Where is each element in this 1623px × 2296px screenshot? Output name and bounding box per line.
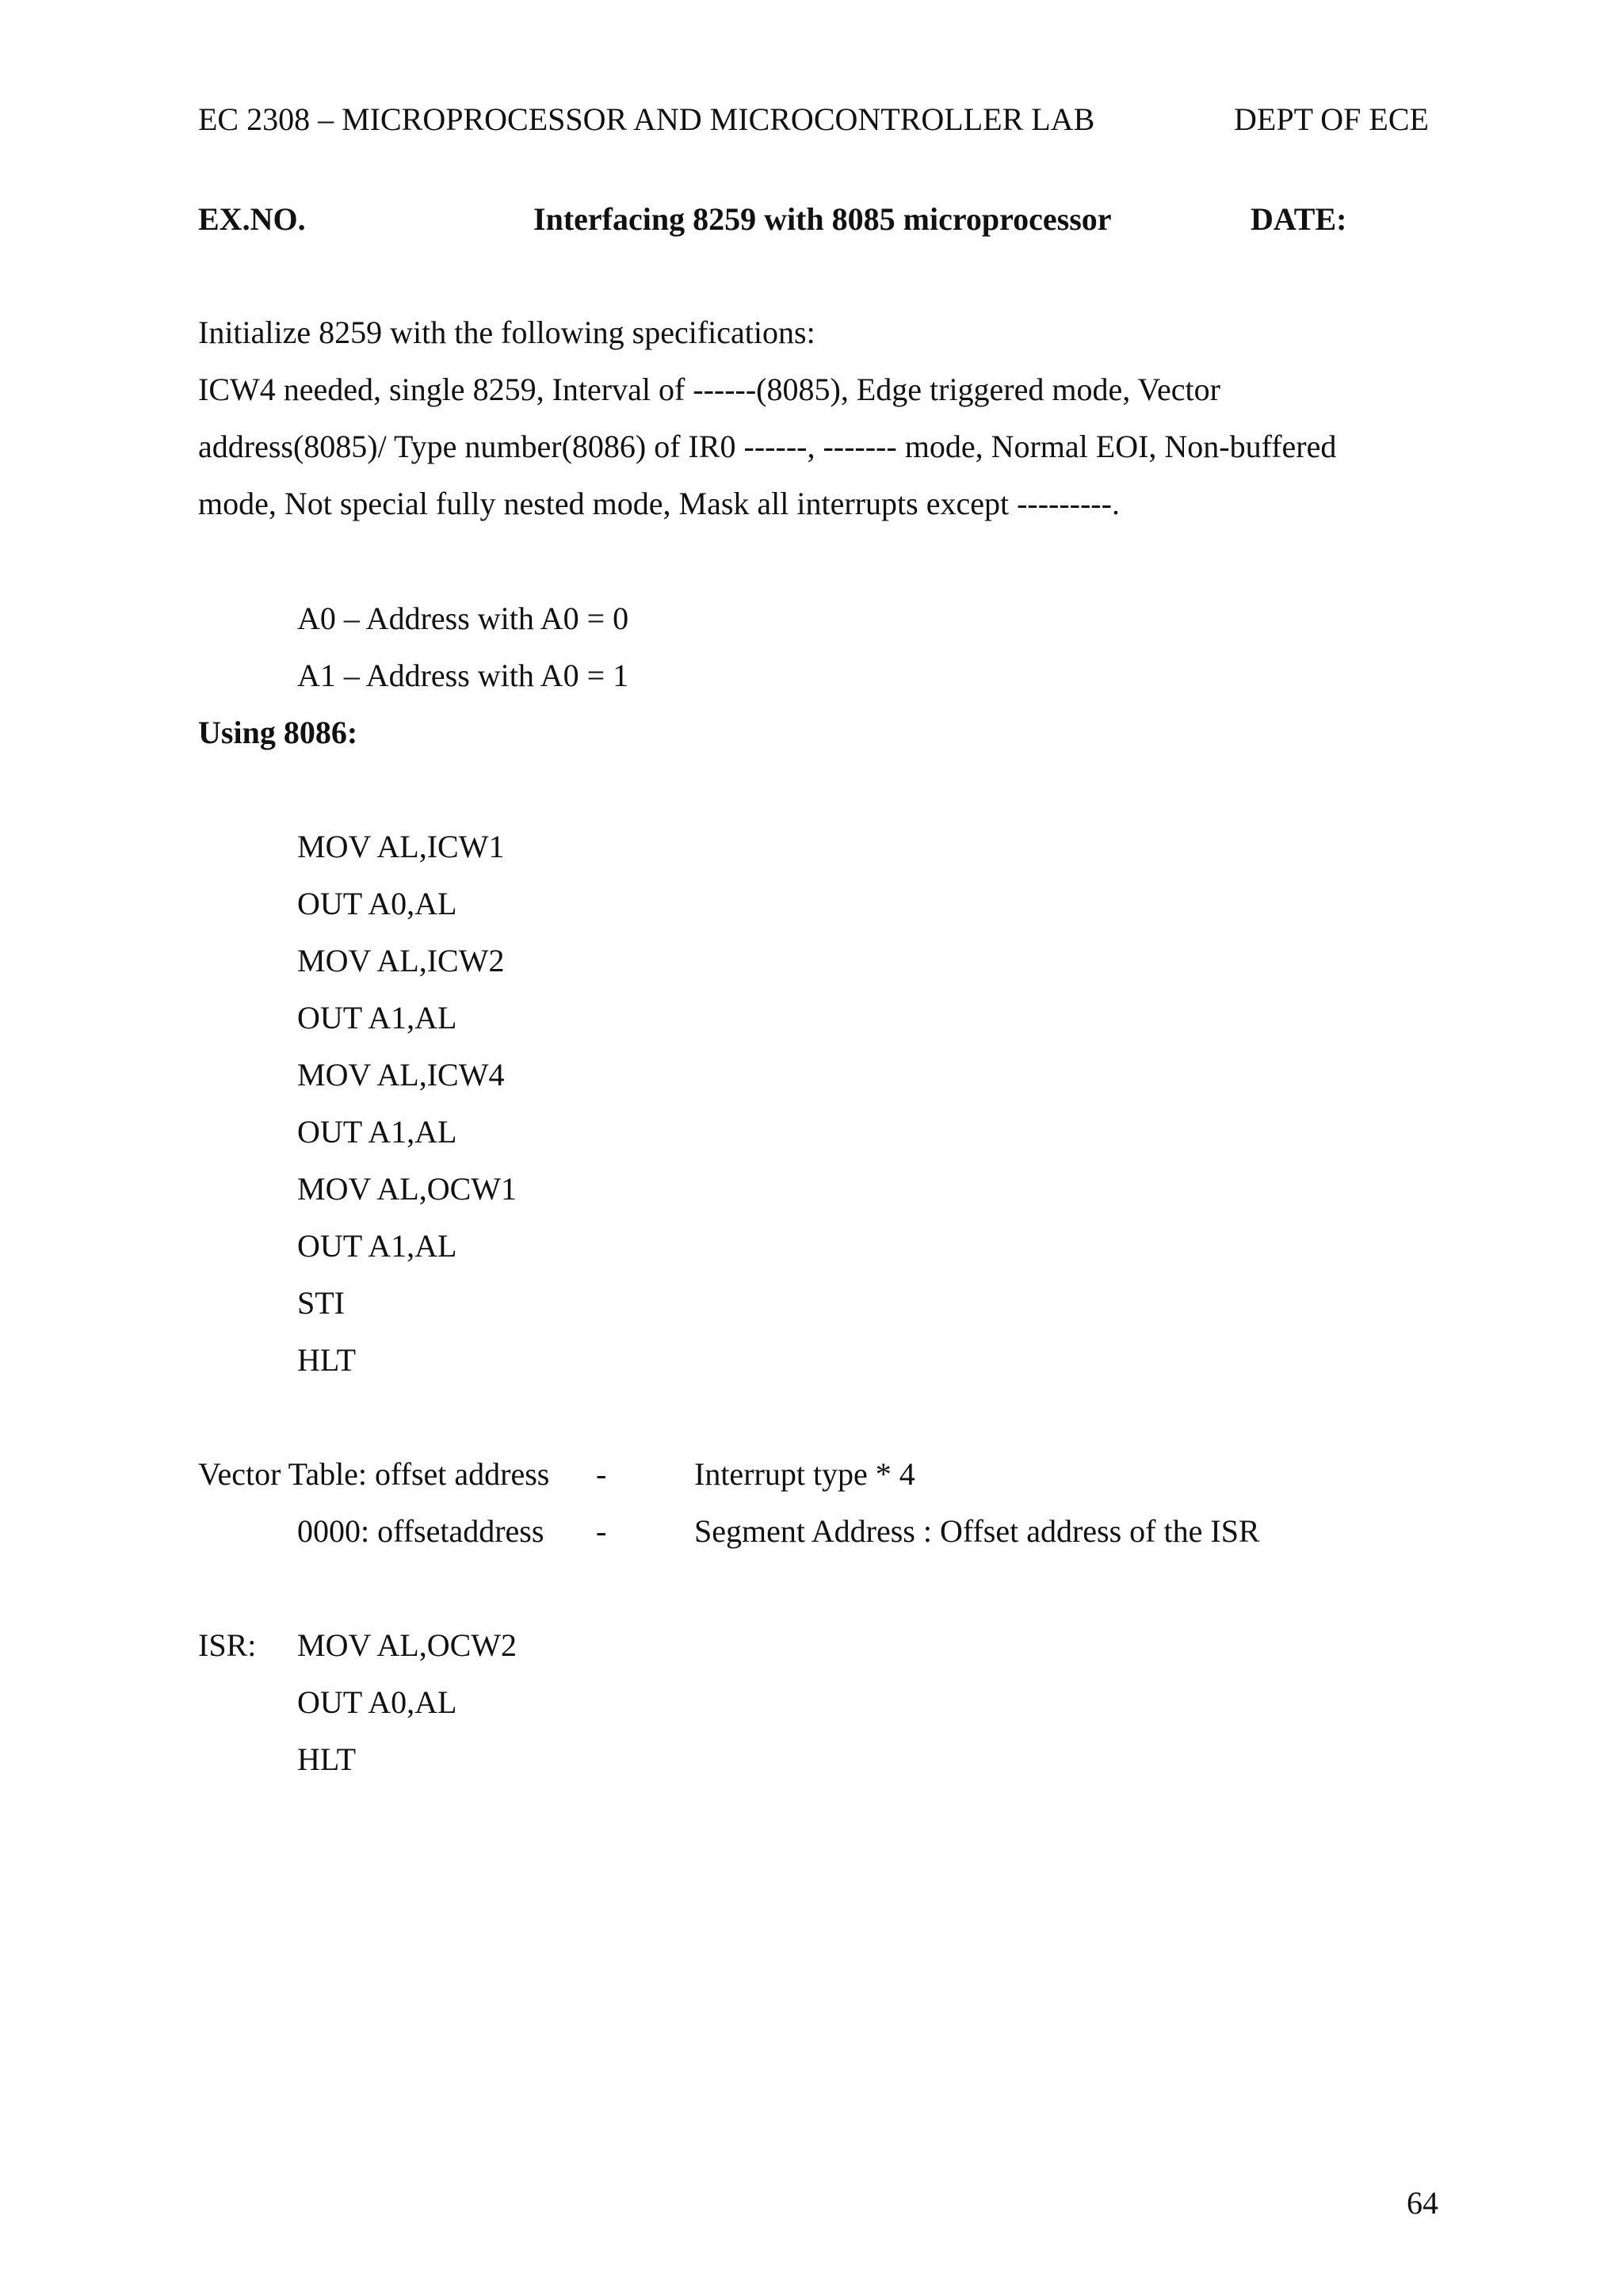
vector-table-row2-value: Segment Address : Offset address of the ISR [694, 1513, 1260, 1549]
address-a0: A0 – Address with A0 = 0 [297, 601, 629, 636]
program-line: STI [297, 1285, 345, 1321]
program-line: OUT A1,AL [297, 1000, 457, 1035]
page-number: 64 [1407, 2185, 1438, 2221]
page-title: Interfacing 8259 with 8085 microprocessor [533, 201, 1112, 237]
intro-line-2: address(8085)/ Type number(8086) of IR0 ------, ------- mode, Normal EOI, Non-buffered [198, 429, 1337, 464]
program-line: MOV AL,ICW4 [297, 1057, 505, 1093]
intro-line-1: ICW4 needed, single 8259, Interval of ------(8085), Edge triggered mode, Vector [198, 372, 1220, 407]
running-header-course: EC 2308 – MICROPROCESSOR AND MICROCONTROLLER LAB [198, 101, 1095, 137]
exercise-number-label: EX.NO. [198, 201, 306, 237]
date-label: DATE: [1251, 201, 1347, 237]
vector-table-row1-label: Vector Table: offset address [198, 1456, 550, 1492]
address-a1: A1 – Address with A0 = 1 [297, 658, 629, 693]
program-line: OUT A0,AL [297, 886, 457, 921]
intro-line-3: mode, Not special fully nested mode, Mask all interrupts except ---------. [198, 486, 1120, 521]
vector-table-row2-label: 0000: offsetaddress [297, 1513, 544, 1549]
program-line: OUT A1,AL [297, 1228, 457, 1264]
section-heading-8086: Using 8086: [198, 715, 358, 750]
program-line: MOV AL,ICW1 [297, 829, 505, 864]
program-line: MOV AL,ICW2 [297, 943, 505, 978]
vector-table-row1-dash: - [596, 1456, 607, 1492]
vector-table-row2-dash: - [596, 1513, 607, 1549]
program-line: HLT [297, 1342, 357, 1378]
isr-label: ISR: [198, 1627, 257, 1663]
isr-line: OUT A0,AL [297, 1684, 457, 1720]
program-line: MOV AL,OCW1 [297, 1171, 517, 1207]
program-line: OUT A1,AL [297, 1114, 457, 1150]
intro-lead: Initialize 8259 with the following specifications: [198, 315, 815, 350]
vector-table-row1-value: Interrupt type * 4 [694, 1456, 915, 1492]
isr-line: HLT [297, 1741, 357, 1777]
running-header-dept: DEPT OF ECE [1234, 101, 1429, 137]
isr-line: MOV AL,OCW2 [297, 1627, 517, 1663]
